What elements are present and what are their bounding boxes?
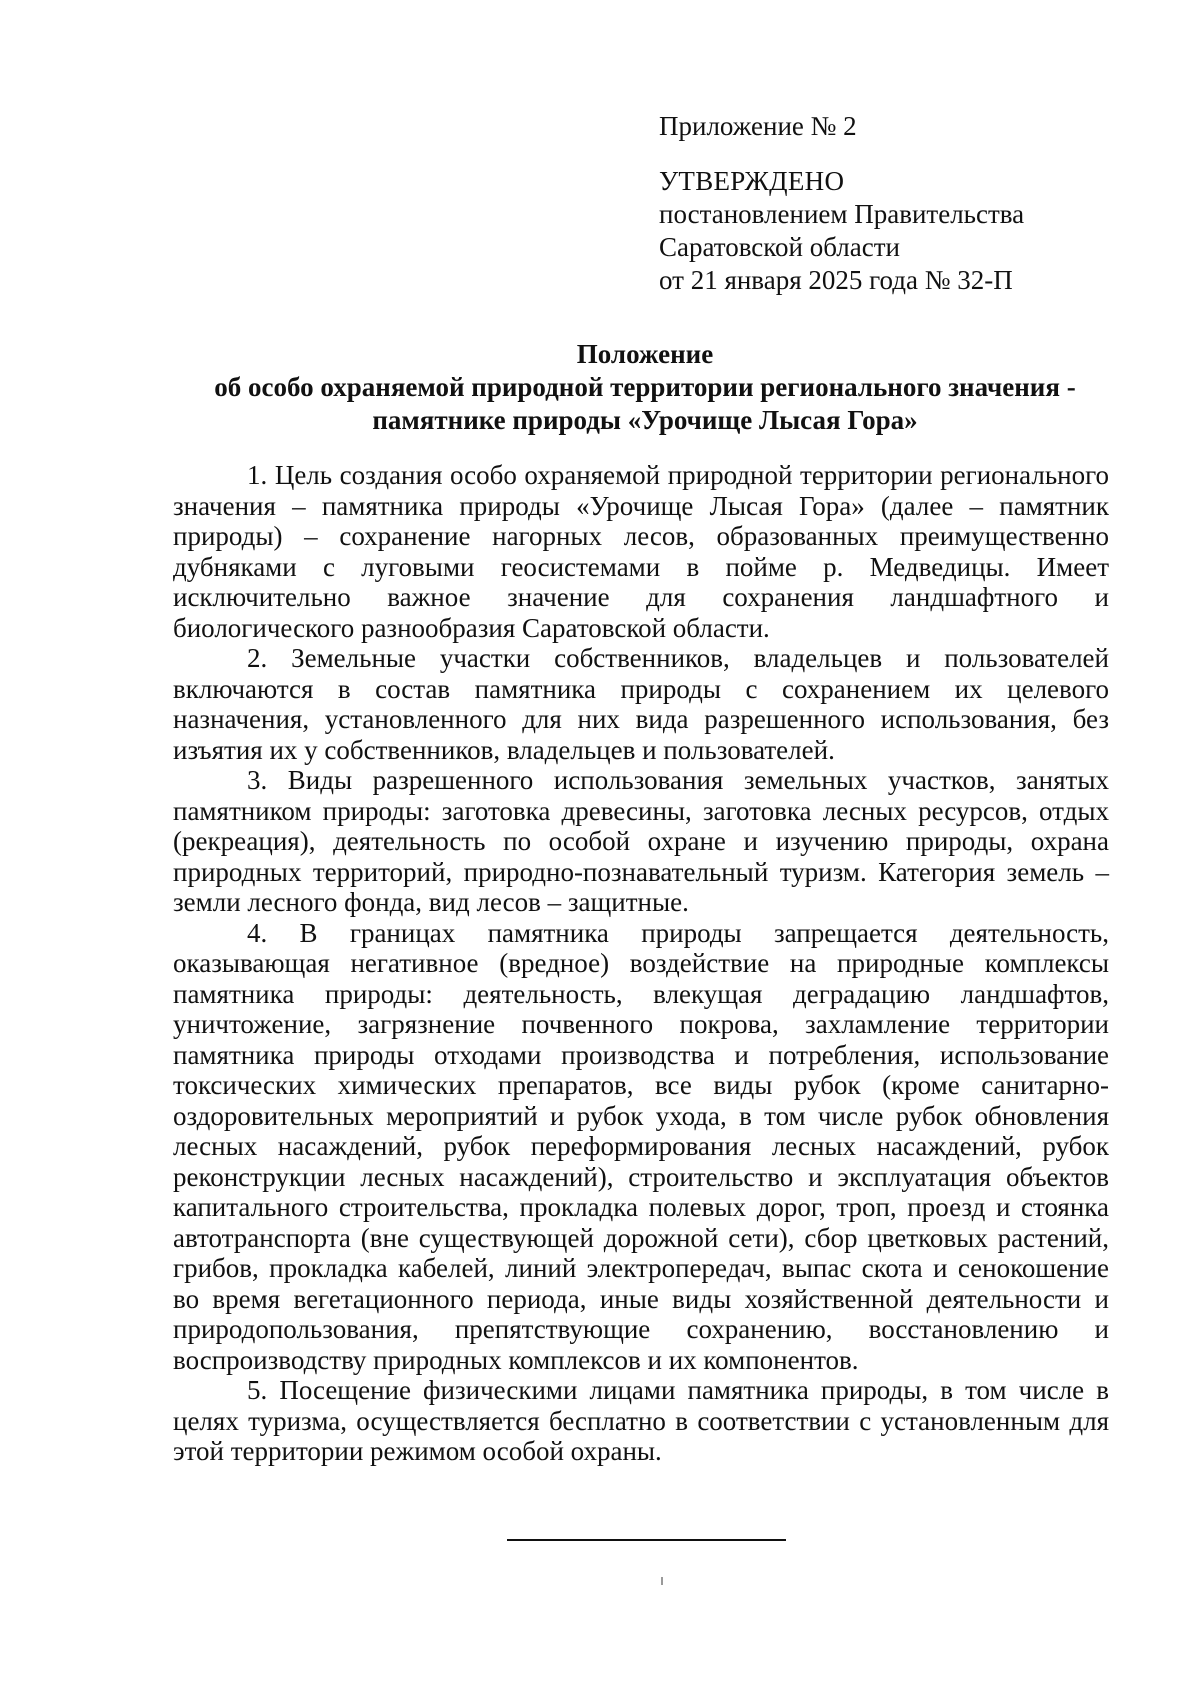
title-line-2: об особо охраняемой природной территории регионального значения - (214, 372, 1076, 402)
approval-region-line: Саратовской области (659, 232, 900, 262)
paragraph-1: 1. Цель создания особо охраняемой природной территории регионального значения – памятника природы «Урочище Лысая Гора» (далее – памятник природы) – сохранение нагорных лесов, образованных преимущественно дубняками с луговыми геосистемами в пойме р. Медведицы. Имеет исключительно важное значение для сохранения ландшафтного и биологического разнообразия Саратовской области. (173, 460, 1109, 643)
paragraph-4: 4. В границах памятника природы запрещается деятельность, оказывающая негативное (вредное) воздействие на природные комплексы памятника природы: деятельность, влекущая деградацию ландшафтов, уничтожение, загрязнение почвенного покрова, захламление территории памятника природы отходами производства и потребления, использование токсических химических препаратов, все виды рубок (кроме санитарно-оздоровительных мероприятий и рубок ухода, в том числе рубок обновления лесных насаждений, рубок переформирования лесных насаждений, рубок реконструкции лесных насаждений), строительство и эксплуатация объектов капитального строительства, прокладка полевых дорог, троп, проезд и стоянка автотранспорта (вне существующей дорожной сети), сбор цветковых растений, грибов, прокладка кабелей, линий электропередач, выпас скота и сенокошение во время вегетационного периода, иные виды хозяйственной деятельности и природопользования, препятствующие сохранению, восстановлению и воспроизводству природных комплексов и их компонентов. (173, 917, 1109, 1375)
document-title (150, 338, 1140, 437)
approved-label: УТВЕРЖДЕНО (659, 166, 845, 196)
paragraph-3: 3. Виды разрешенного использования земельных участков, занятых памятником природы: заготовка древесины, заготовка лесных ресурсов, отдых (рекреация), деятельность по особой охране и изучению природы, охрана природных территорий, природно-познавательный туризм. Категория земель – земли лесного фонда, вид лесов – защитные. (173, 765, 1109, 917)
paragraph-2: 2. Земельные участки собственников, владельцев и пользователей включаются в состав памятника природы с сохранением их целевого назначения, установленного для них вида разрешенного использования, без изъятия их у собственников, владельцев и пользователей. (173, 643, 1109, 765)
scan-artifact-mark (661, 1577, 663, 1585)
document-body (173, 460, 1109, 1467)
approval-date-line: от 21 января 2025 года № 32-П (659, 265, 1013, 295)
title-line-3: памятнике природы «Урочище Лысая Гора» (372, 405, 918, 435)
title-line-1: Положение (576, 339, 714, 369)
approval-decree-line: постановлением Правительства (659, 199, 1025, 229)
annex-number: Приложение № 2 (659, 111, 857, 141)
paragraph-5: 5. Посещение физическими лицами памятника природы, в том числе в целях туризма, осуществляется бесплатно в соответствии с установленным для этой территории режимом особой охраны. (173, 1375, 1109, 1466)
end-divider-line (507, 1539, 786, 1541)
approval-block (659, 110, 1079, 297)
